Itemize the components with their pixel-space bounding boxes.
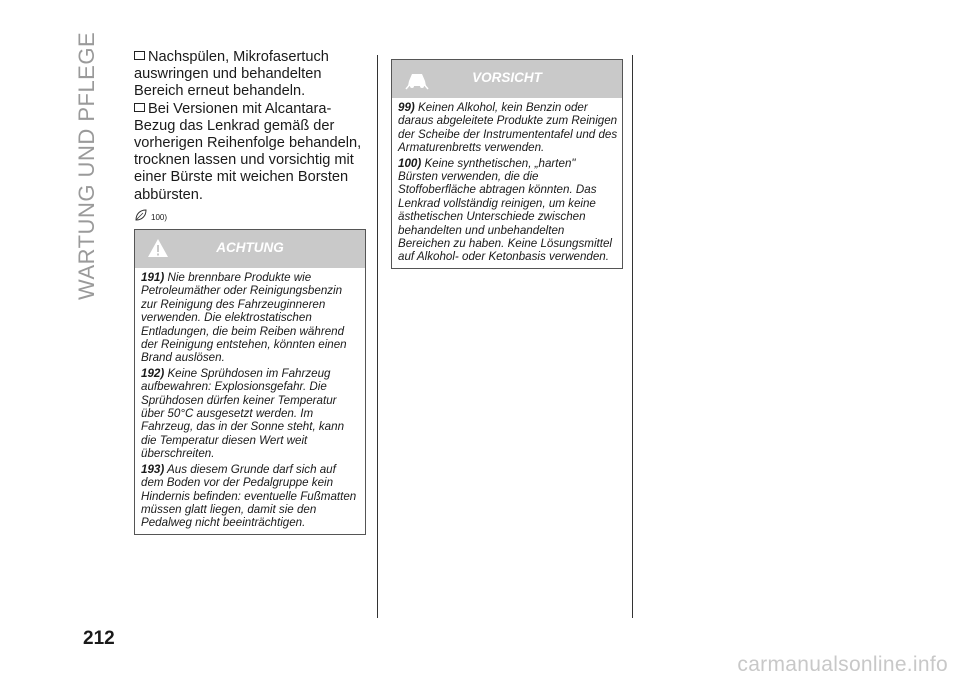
item-text: Aus diesem Grunde darf sich auf dem Boden vor der Pedalgruppe kein Hindernis befinden: eventuelle Fußmatten müssen glatt liegen, damit sie den Pedalweg nicht beeinträchtigen. bbox=[141, 462, 357, 530]
watermark: carmanualsonline.info bbox=[737, 653, 948, 676]
page-number: 212 bbox=[83, 628, 115, 649]
body-text-column bbox=[134, 49, 364, 222]
environment-leaf-icon bbox=[134, 208, 148, 222]
paragraph bbox=[134, 101, 364, 204]
warning-item bbox=[141, 271, 361, 365]
achtung-content bbox=[135, 268, 365, 536]
warning-item bbox=[141, 367, 361, 461]
checkbox-square-icon bbox=[134, 51, 145, 60]
vorsicht-header bbox=[392, 60, 622, 98]
item-number: 192) bbox=[141, 366, 165, 380]
column-divider bbox=[377, 55, 378, 618]
paragraph bbox=[134, 49, 364, 101]
section-title-vertical: WARTUNG UND PFLEGE bbox=[74, 31, 99, 300]
item-text: Keine synthetischen, „harten" Bürsten verwenden, die die Stoffoberfläche abtragen könnten. Das Lenkrad vollständig reinigen, um keine ästhetischen Unterschiede zwischen behandelten und unbehandelten Bereichen zu haben. Keine Lösungsmittel auf Alkohol- oder Ketonbasis verwenden. bbox=[398, 156, 612, 264]
achtung-title: ACHTUNG bbox=[216, 240, 284, 255]
item-text: Keine Sprühdosen im Fahrzeug aufbewahren: Explosionsgefahr. Die Sprühdosen dürfen keiner Temperatur über 50°C ausgesetzt werden. Im Fahrzeug, das in der Sonne steht, kann die Temperatur diesen Wert weit überschreiten. bbox=[141, 366, 345, 461]
paragraph-text: Bei Versionen mit Alcantara-Bezug das Lenkrad gemäß der vorherigen Reihenfolge behandeln, trocknen lassen und vorsichtig mit einer Bürste mit weichen Borsten abbürsten. bbox=[134, 100, 362, 203]
item-text: Nie brennbare Produkte wie Petroleumäther oder Reinigungsbenzin zur Reinigung des Fahrzeuginneren verwenden. Die elektrostatischen Entladungen, die beim Reiben während der Reinigung entstehen, könnten einen Brand auslösen. bbox=[141, 271, 347, 365]
vorsicht-box bbox=[391, 59, 623, 269]
vorsicht-title: VORSICHT bbox=[472, 70, 542, 85]
warning-item bbox=[141, 463, 361, 530]
item-number: 191) bbox=[141, 271, 165, 284]
item-number: 100) bbox=[398, 156, 422, 170]
column-divider bbox=[632, 55, 633, 618]
item-number: 99) bbox=[398, 101, 415, 114]
checkbox-square-icon bbox=[134, 103, 145, 112]
vorsicht-content bbox=[392, 98, 622, 270]
achtung-header bbox=[135, 230, 365, 268]
item-text: Keinen Alkohol, kein Benzin oder daraus abgeleitete Produkte zum Reinigen der Scheibe der Instrumententafel und des Armaturenbretts verwenden. bbox=[398, 101, 618, 155]
achtung-box bbox=[134, 229, 366, 535]
item-number: 193) bbox=[141, 462, 165, 476]
paragraph-text: Nachspülen, Mikrofasertuch auswringen und behandelten Bereich erneut behandeln. bbox=[134, 49, 329, 100]
caution-item bbox=[398, 157, 618, 264]
reference-number: 100) bbox=[151, 212, 168, 222]
caution-item bbox=[398, 101, 618, 155]
reference-note bbox=[134, 208, 364, 222]
